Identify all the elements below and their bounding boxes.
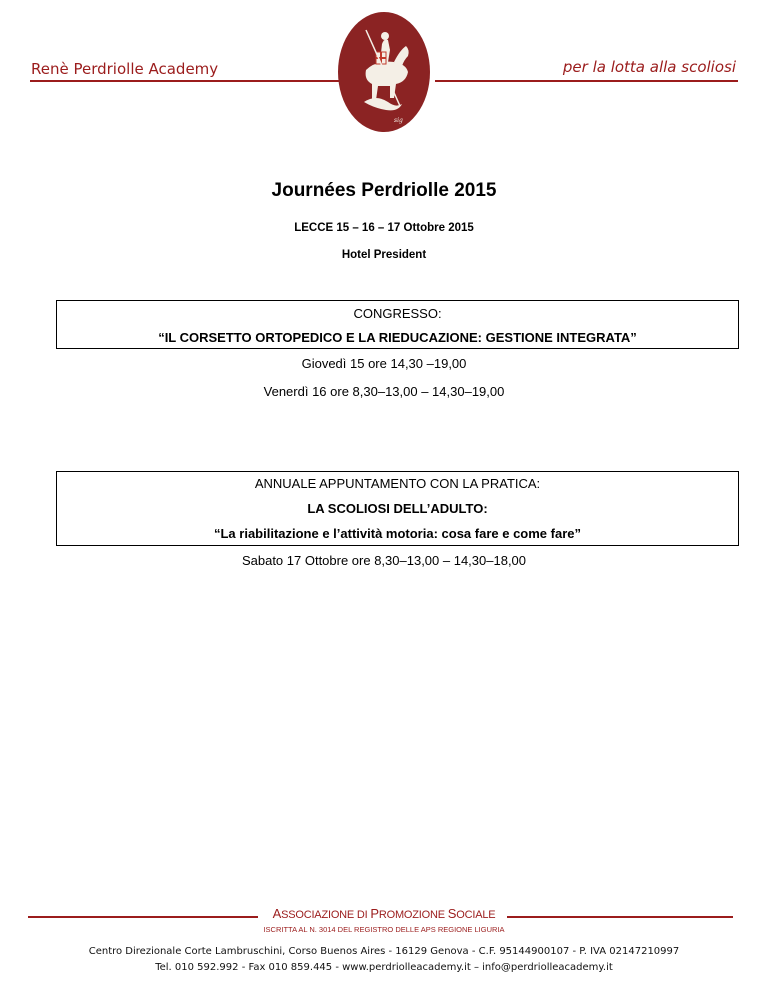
event-venue: Hotel President bbox=[341, 249, 427, 261]
header-divider-left bbox=[30, 80, 340, 82]
event-location-dates: LECCE 15 – 16 – 17 Ottobre 2015 bbox=[294, 222, 474, 234]
header-tagline: per la lotta alla scoliosi bbox=[562, 58, 736, 76]
congress-name: “IL CORSETTO ORTOPEDICO E LA RIEDUCAZIONE: GESTIONE INTEGRATA” bbox=[158, 330, 637, 345]
header-divider-right bbox=[435, 80, 738, 82]
footer-address: Centro Direzionale Corte Lambruschini, Corso Buenos Aires - 16129 Genova - C.F. 95144900107 - P. IVA 02147210997 bbox=[88, 946, 680, 957]
practice-subtitle: “La riabilitazione e l’attività motoria: cosa fare e come fare” bbox=[213, 526, 581, 541]
registration-note: ISCRITTA AL N. 3014 DEL REGISTRO DELLE APS REGIONE LIGURIA bbox=[263, 925, 505, 934]
event-title: Journées Perdriolle 2015 bbox=[271, 180, 497, 201]
st-george-dragon-emblem-icon bbox=[336, 10, 432, 134]
footer-contacts: Tel. 010 592.992 - Fax 010 859.445 - www.perdriolleacademy.it – info@perdriolleacademy.it bbox=[155, 962, 613, 973]
congress-schedule-friday: Venerdì 16 ore 8,30–13,00 – 14,30–19,00 bbox=[263, 384, 505, 399]
svg-text:sig: sig bbox=[394, 117, 403, 124]
practice-box bbox=[56, 471, 739, 546]
congress-schedule-thursday: Giovedì 15 ore 14,30 –19,00 bbox=[301, 356, 467, 371]
practice-schedule: Sabato 17 Ottobre ore 8,30–13,00 – 14,30–18,00 bbox=[241, 553, 527, 568]
practice-topic: LA SCOLIOSI DELL’ADULTO: bbox=[307, 501, 488, 516]
congress-label: CONGRESSO: bbox=[353, 306, 442, 321]
congress-box bbox=[56, 300, 739, 349]
practice-label: ANNUALE APPUNTAMENTO CON LA PRATICA: bbox=[254, 476, 541, 491]
association-type: ASSOCIAZIONE DI PROMOZIONE SOCIALE bbox=[272, 906, 496, 921]
header-academy-name: Renè Perdriolle Academy bbox=[31, 60, 219, 78]
